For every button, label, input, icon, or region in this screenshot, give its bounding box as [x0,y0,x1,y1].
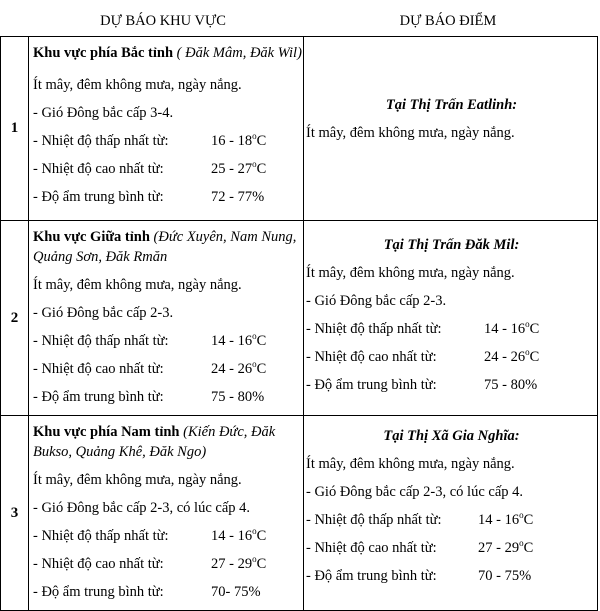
humidity-value: 75 - 80% [211,389,265,405]
point-weather-text: Ít mây, đêm không mưa, ngày nắng. [306,265,515,281]
point-weather-text: Ít mây, đêm không mưa, ngày nắng. [306,125,515,141]
row-number: 1 [1,37,29,221]
humidity-line [33,183,303,211]
point-wind-text: - Gió Đông bắc cấp 2-3, có lúc cấp 4. [306,484,524,500]
area-places: (Đức Xuyên, Nam Nung, Quảng Sơn, Đăk Rmăn [33,229,297,265]
area-forecast-cell [29,416,304,611]
temp-min-line [33,127,303,155]
point-weather-text: Ít mây, đêm không mưa, ngày nắng. [306,456,515,472]
area-name: Khu vực Giữa tỉnh [33,229,150,245]
humidity-label: - Độ ẩm trung bình từ: [33,389,164,405]
table-row [1,416,598,611]
point-humidity-line: - Độ ẩm trung bình từ: 70 - 75% [306,562,597,590]
point-forecast-cell [304,416,598,611]
wind-text: - Gió Đông bắc cấp 2-3, có lúc cấp 4. [33,500,251,516]
temp-min-line [33,327,303,355]
wind-text: - Gió Đông bắc cấp 3-4. [33,105,174,121]
point-humidity-value: 75 - 80% [484,377,538,393]
area-places: (Kiến Đức, Đăk Bukso, Quảng Khê, Đăk Ngo) [33,424,276,460]
area-name: Khu vực phía Nam tỉnh [33,424,180,440]
temp-min-value: 14 - 16$^o$C [211,331,267,349]
temp-min-label: - Nhiệt độ thấp nhất từ: [33,528,169,544]
temp-max-value: 27 - 29$^o$C [211,554,267,572]
point-temp-min-line: - Nhiệt độ thấp nhất từ: 14 - 16$^o$C [306,506,597,534]
point-temp-min-value: 14 - 16$^o$C [478,510,534,528]
weather-text: Ít mây, đêm không mưa, ngày nắng. [33,277,242,293]
point-forecast-cell [304,37,598,221]
point-humidity-value: 70 - 75% [478,568,532,584]
temp-max-line [33,550,303,578]
area-name: Khu vực phía Bắc tỉnh [33,45,174,61]
humidity-line [33,383,303,411]
header-point-forecast: DỰ BÁO ĐIỂM [399,13,497,29]
point-forecast-cell [304,221,598,416]
humidity-value: 70- 75% [211,584,261,600]
point-name: Tại Thị Xã Gia Nghĩa: [383,428,520,444]
header-area-forecast: DỰ BÁO KHU VỰC [100,13,226,29]
temp-max-value: 25 - 27$^o$C [211,159,267,177]
row-number: 2 [1,221,29,416]
point-temp-min-value: 14 - 16$^o$C [484,319,540,337]
table-row [1,37,598,221]
point-temp-max-line: - Nhiệt độ cao nhất từ: 24 - 26$^o$C [306,343,597,371]
temp-max-line [33,355,303,383]
temp-min-label: - Nhiệt độ thấp nhất từ: [33,133,169,149]
row-number: 3 [1,416,29,611]
humidity-label: - Độ ẩm trung bình từ: [33,189,164,205]
wind-text: - Gió Đông bắc cấp 2-3. [33,305,174,321]
temp-max-line [33,155,303,183]
table-row [1,221,598,416]
temp-max-value: 24 - 26$^o$C [211,359,267,377]
humidity-value: 72 - 77% [211,189,265,205]
area-forecast-cell [29,37,304,221]
point-temp-max-value: 27 - 29$^o$C [478,538,534,556]
temp-min-label: - Nhiệt độ thấp nhất từ: [33,333,169,349]
point-temp-max-value: 24 - 26$^o$C [484,347,540,365]
area-places: ( Đăk Mâm, Đăk Wil) [176,45,302,61]
point-name: Tại Thị Trấn Đăk Mil: [383,237,520,253]
point-temp-max-line: - Nhiệt độ cao nhất từ: 27 - 29$^o$C [306,534,597,562]
point-humidity-line: - Độ ẩm trung bình từ: 75 - 80% [306,371,597,399]
temp-max-label: - Nhiệt độ cao nhất từ: [33,361,164,377]
temp-min-value: 16 - 18$^o$C [211,131,267,149]
weather-text: Ít mây, đêm không mưa, ngày nắng. [33,77,242,93]
area-forecast-cell [29,221,304,416]
point-name: Tại Thị Trấn Eatlinh: [385,97,518,113]
humidity-line [33,578,303,606]
temp-max-label: - Nhiệt độ cao nhất từ: [33,556,164,572]
temp-max-label: - Nhiệt độ cao nhất từ: [33,161,164,177]
point-wind-text: - Gió Đông bắc cấp 2-3. [306,293,447,309]
forecast-table [0,36,598,611]
temp-min-line [33,522,303,550]
temp-min-value: 14 - 16$^o$C [211,526,267,544]
humidity-label: - Độ ẩm trung bình từ: [33,584,164,600]
weather-text: Ít mây, đêm không mưa, ngày nắng. [33,472,242,488]
point-temp-min-line: - Nhiệt độ thấp nhất từ: 14 - 16$^o$C [306,315,597,343]
